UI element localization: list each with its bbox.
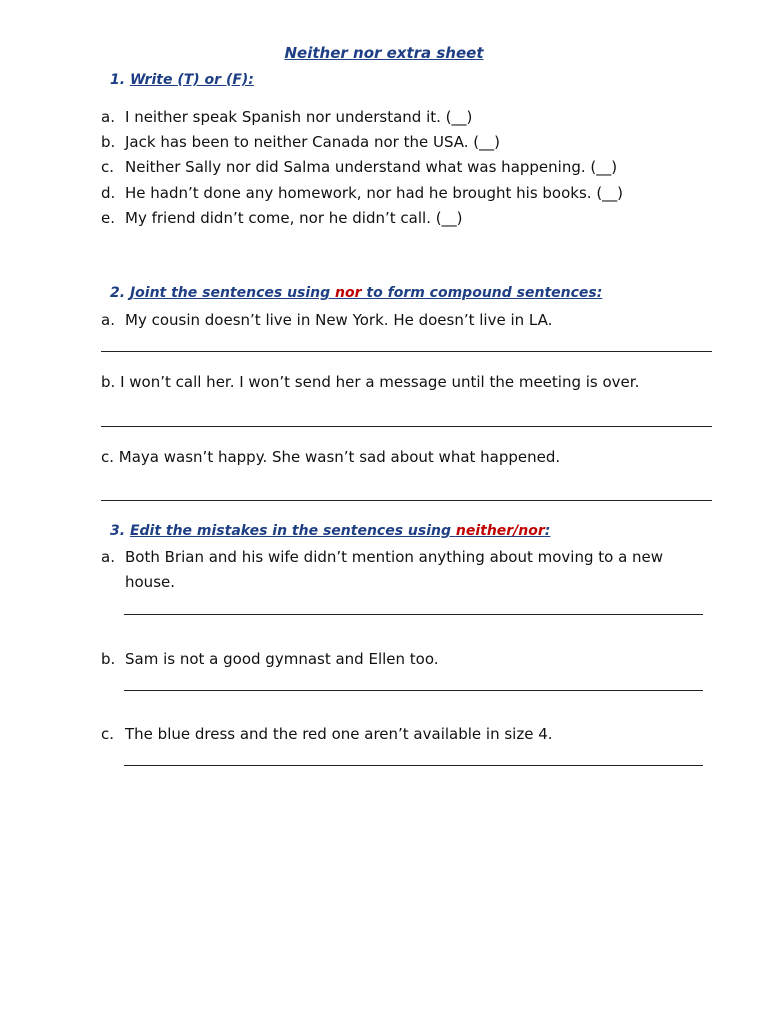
heading-text-after: to form compound sentences: [361, 285, 603, 301]
item-text: Maya wasn’t happy. She wasn’t sad about what happened. [118, 448, 561, 466]
section-2-item-c [101, 447, 560, 467]
item-text: Sam is not a good gymnast and Ellen too. [125, 650, 439, 668]
answer-line[interactable] [124, 765, 703, 766]
section-2-item-b [101, 372, 639, 392]
item-marker: a. [101, 108, 115, 126]
section-3-heading-text [130, 523, 550, 539]
section-2-heading [110, 285, 602, 301]
section-1-number: 1. [110, 72, 126, 88]
item-text: Neither Sally nor did Salma understand what was happening. (__) [125, 158, 618, 176]
section-3-item-b [101, 649, 439, 669]
item-text: My friend didn’t come, nor he didn’t call. (__) [125, 209, 463, 227]
item-text: I won’t call her. I won’t send her a message until the meeting is over. [120, 373, 640, 391]
item-marker: b. [101, 373, 116, 391]
item-marker: a. [101, 311, 115, 329]
heading-keyword: nor [335, 285, 362, 301]
section-3-item-a-continued: house. [125, 573, 176, 591]
section-1-item-a [101, 107, 472, 127]
item-marker: a. [101, 548, 115, 566]
section-1-item-d [101, 183, 623, 203]
item-text: Jack has been to neither Canada nor the USA. (__) [125, 133, 500, 151]
section-1-heading-text: Write (T) or (F): [129, 72, 254, 88]
item-marker: b. [101, 133, 116, 151]
section-1-item-e [101, 208, 462, 228]
item-text: I neither speak Spanish nor understand it. (__) [125, 108, 473, 126]
item-text: Both Brian and his wife didn’t mention anything about moving to a new [125, 548, 664, 566]
section-3-heading [110, 523, 550, 539]
answer-line[interactable] [101, 426, 712, 427]
answer-line[interactable] [124, 690, 703, 691]
section-1-heading [110, 72, 254, 88]
heading-text-before: Joint the sentences using [129, 285, 336, 301]
page-title: Neither nor extra sheet [284, 44, 484, 62]
heading-keyword: neither/nor [455, 523, 545, 539]
section-1-item-b [101, 132, 500, 152]
item-text: My cousin doesn’t live in New York. He doesn’t live in LA. [125, 311, 553, 329]
item-text: He hadn’t done any homework, nor had he brought his books. (__) [125, 184, 624, 202]
item-marker: e. [101, 209, 115, 227]
heading-text-after: : [544, 523, 551, 539]
section-3-number: 3. [110, 523, 126, 539]
item-marker: d. [101, 184, 116, 202]
section-2-heading-text [130, 285, 602, 301]
item-text: The blue dress and the red one aren’t available in size 4. [125, 725, 553, 743]
section-3-item-a [101, 547, 663, 567]
item-marker: c. [101, 158, 115, 176]
answer-line[interactable] [101, 351, 712, 352]
answer-line[interactable] [101, 500, 712, 501]
section-3-item-c [101, 724, 553, 744]
answer-line[interactable] [124, 614, 703, 615]
section-2-item-a [101, 310, 552, 330]
item-marker: c. [101, 725, 115, 743]
section-1-item-c [101, 157, 617, 177]
section-2-number: 2. [110, 285, 126, 301]
heading-text-before: Edit the mistakes in the sentences using [129, 523, 456, 539]
item-marker: b. [101, 650, 116, 668]
item-marker: c. [101, 448, 115, 466]
